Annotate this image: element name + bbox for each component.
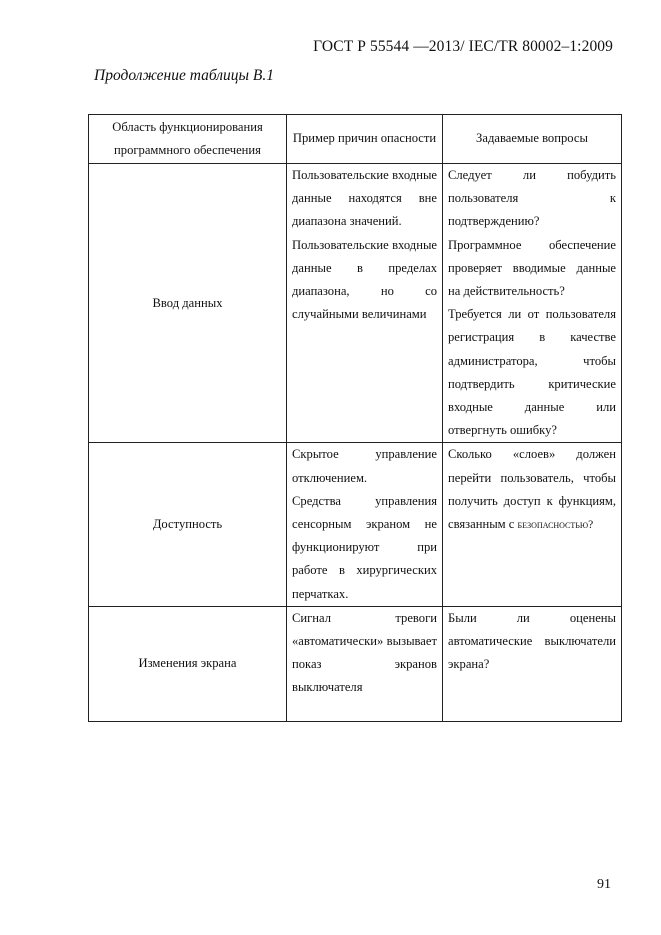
example-text: Скрытое управление отключением. — [292, 447, 437, 485]
questions-cell — [443, 606, 622, 721]
example-text: Пользовательские входные данные находятся вне диапазона значений. — [292, 168, 437, 229]
example-text: Сигнал тревоги «автоматически» вызывает показ экранов выключателя — [292, 610, 437, 695]
question-text: Программное обеспечение проверяет вводимые данные на действительность? — [448, 237, 616, 299]
question-text-main: Сколько «слоев» должен перейти пользователь, чтобы получить доступ к функциям, связанным с — [448, 447, 616, 532]
hazard-table — [88, 114, 622, 722]
table-row — [89, 164, 622, 443]
question-text: Требуется ли от пользователя регистрация в качестве администратора, чтобы подтвердить критические входные данные или отвергнуть ошибку? — [448, 307, 616, 438]
question-text: Следует ли побудить пользователя к подтверждению? — [448, 168, 616, 229]
area-cell: Доступность — [89, 443, 287, 606]
table-header-row — [89, 115, 622, 164]
column-header-hazard-examples: Пример причин опасности — [287, 115, 443, 164]
area-cell: Ввод данных — [89, 164, 287, 443]
column-header-questions: Задаваемые вопросы — [443, 115, 622, 164]
examples-cell — [287, 164, 443, 443]
page-number: 91 — [597, 877, 611, 892]
table-row — [89, 443, 622, 606]
question-text: Были ли оценены автоматические выключатели экрана? — [448, 610, 616, 672]
question-text-smallcaps: безопасностью? — [517, 519, 594, 532]
examples-cell — [287, 606, 443, 721]
table-row — [89, 606, 622, 721]
document-header: ГОСТ Р 55544 —2013/ IEC/TR 80002–1:2009 — [313, 38, 613, 55]
example-text: Пользовательские входные данные в пределах диапазона, но со случайными величинами — [292, 237, 437, 322]
questions-cell — [443, 443, 622, 606]
examples-cell — [287, 443, 443, 606]
example-text: Средства управления сенсорным экраном не функционируют при работе в хирургических перчатках. — [292, 493, 437, 601]
questions-cell — [443, 164, 622, 443]
column-header-area: Область функционирования программного обеспечения — [89, 115, 287, 164]
question-text — [448, 443, 616, 537]
table-caption: Продолжение таблицы В.1 — [94, 67, 275, 84]
area-cell: Изменения экрана — [89, 606, 287, 721]
